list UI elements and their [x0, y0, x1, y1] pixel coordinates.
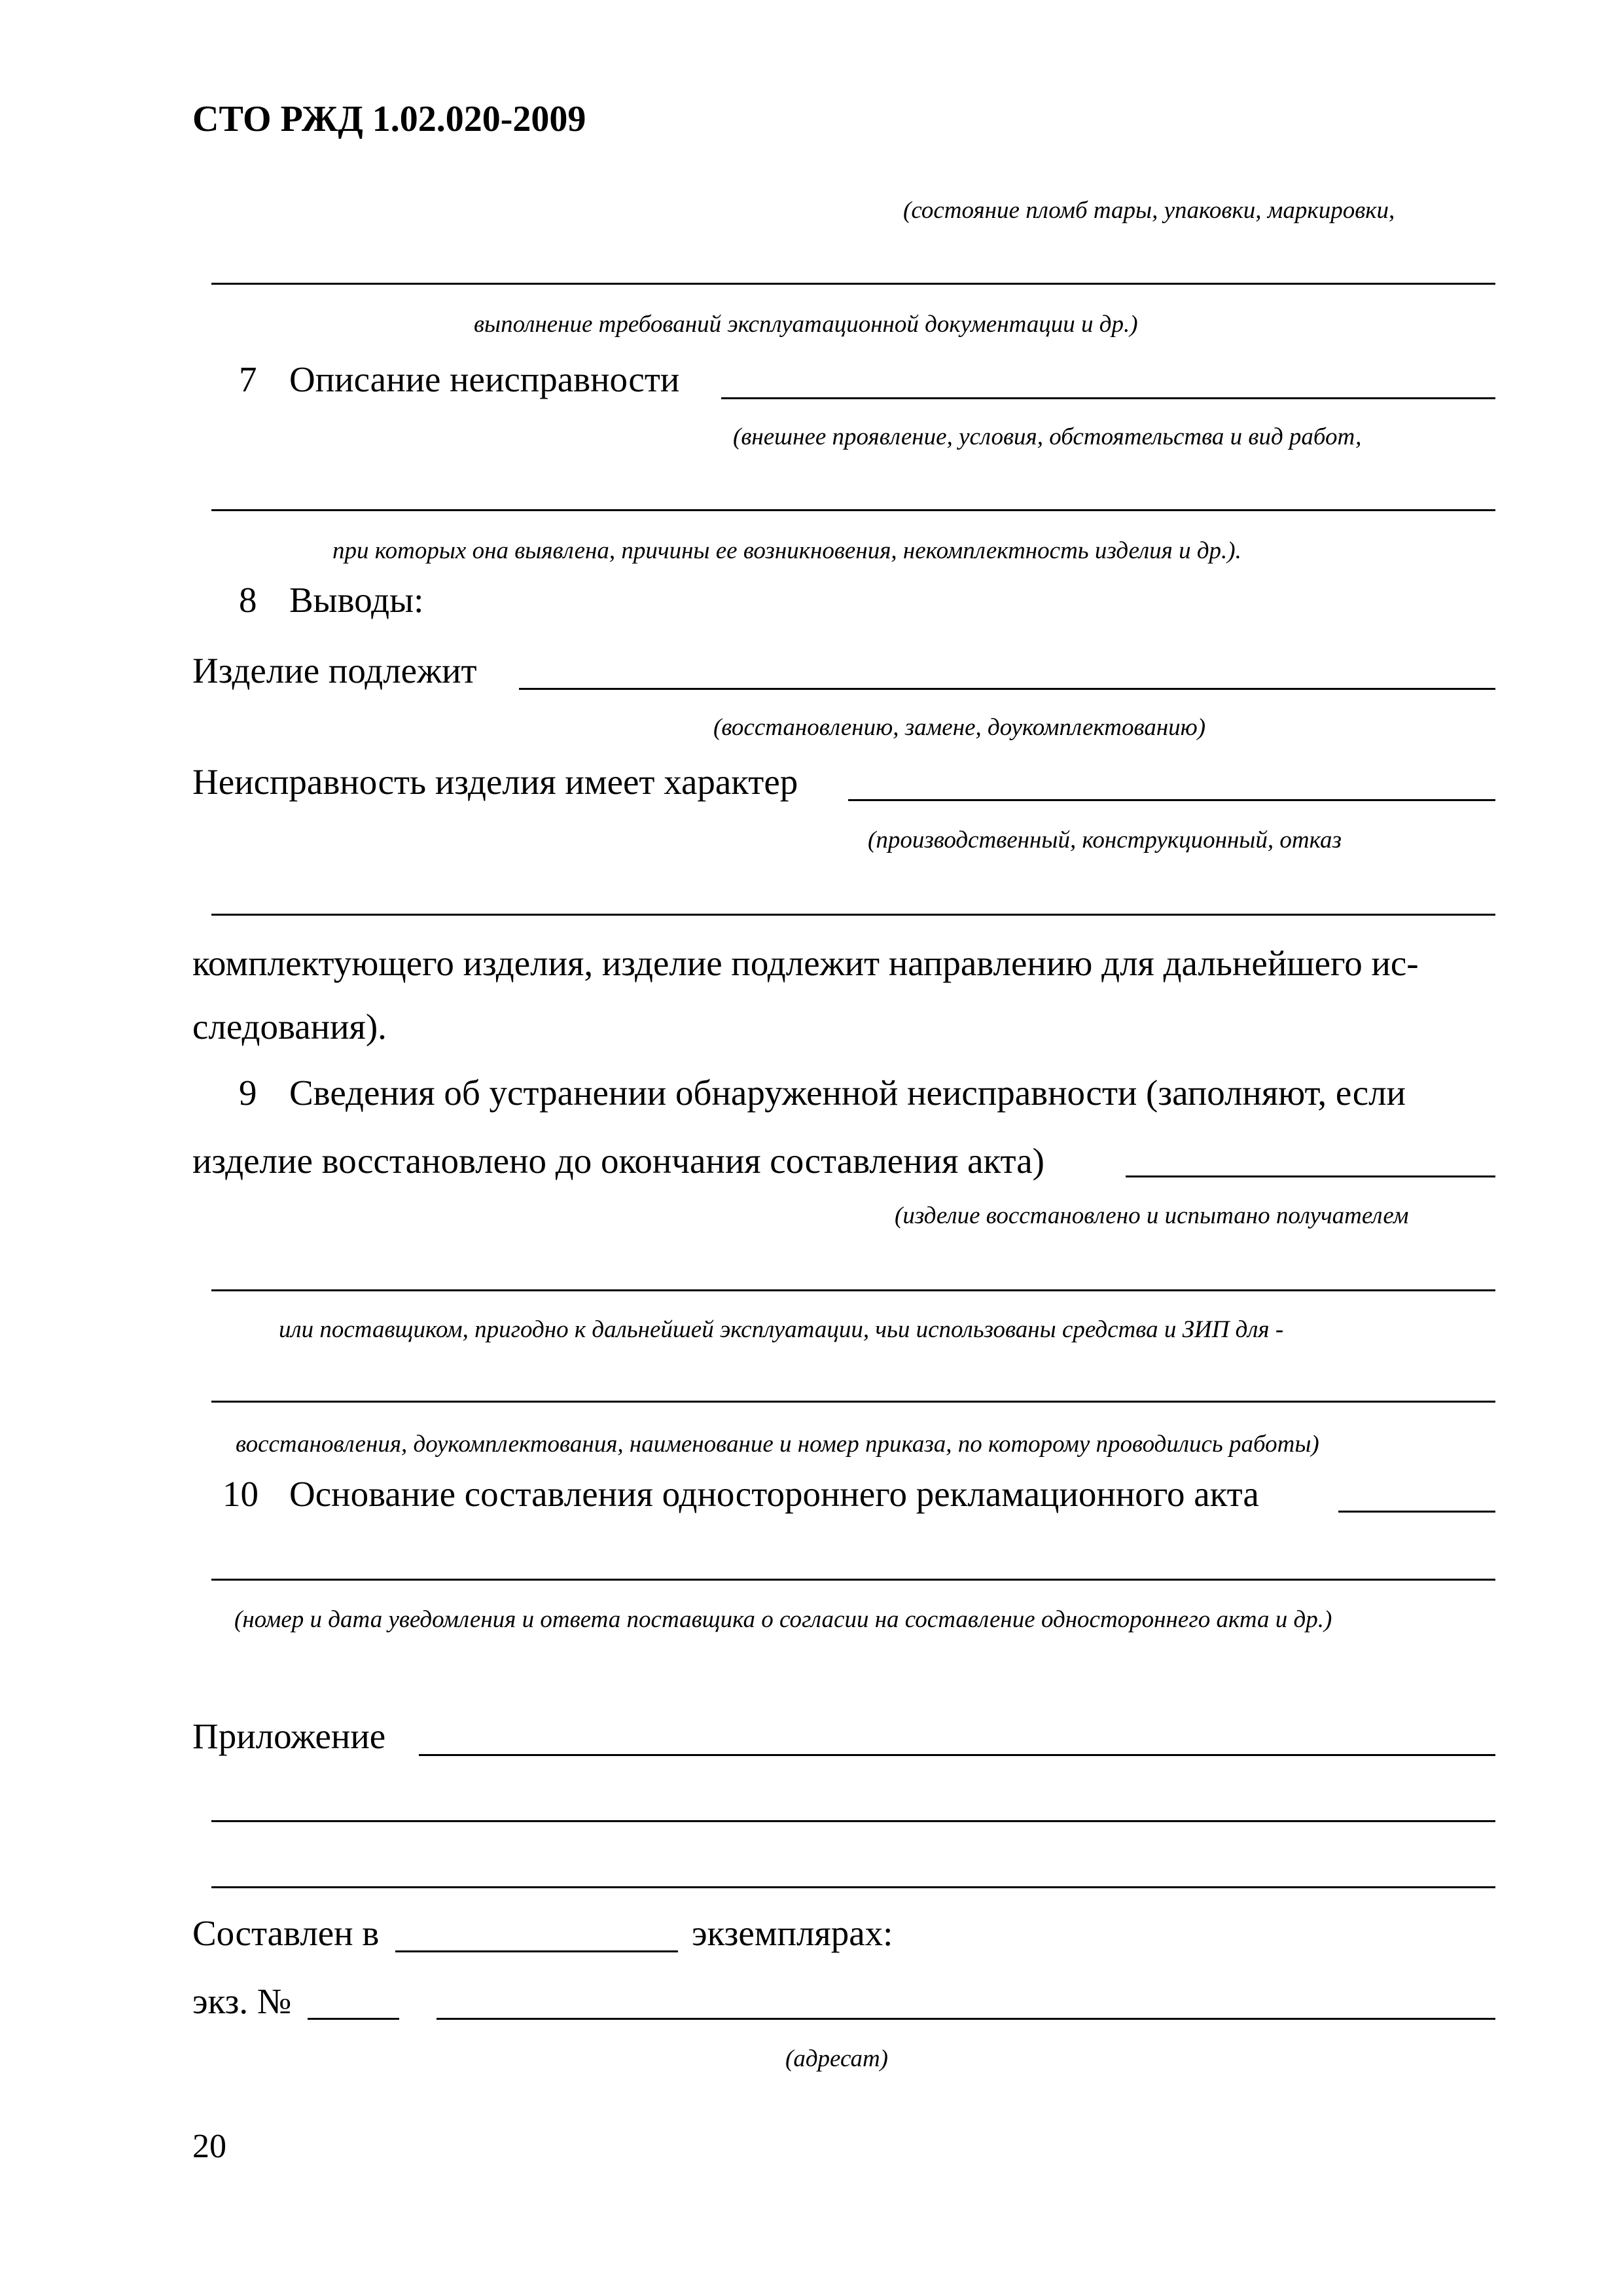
fill-line-nature-cont[interactable] [211, 914, 1495, 916]
hint-seals-cont: выполнение требований эксплуатационной документации и др.) [474, 311, 1138, 338]
fill-line-restore-3[interactable] [211, 1401, 1495, 1403]
hint-basis: (номер и дата уведомления и ответа поставщика о согласии на составление одностороннего акта и др.) [234, 1606, 1332, 1633]
hint-restore2: или поставщиком, пригодно к дальнейшей эксплуатации, чьи использованы средства и ЗИП для - [279, 1316, 1284, 1343]
nature-cont-line1: комплектующего изделия, изделие подлежит направлению для дальнейшего ис- [192, 943, 1419, 983]
subject-label: Изделие подлежит [192, 651, 477, 691]
copy-no-label: экз. № [192, 1981, 292, 2021]
fill-line-appendix-2[interactable] [211, 1820, 1495, 1822]
fill-line-copies[interactable] [395, 1950, 678, 1952]
page-number: 20 [192, 2128, 226, 2165]
item10-label: Основание составления одностороннего рекламационного акта [289, 1474, 1259, 1514]
fill-line-seals[interactable] [211, 283, 1495, 285]
nature-label: Неисправность изделия имеет характер [192, 762, 798, 802]
item9-line1: Сведения об устранении обнаруженной неисправности (заполняют, если [289, 1073, 1406, 1113]
item8-label: Выводы: [289, 580, 424, 620]
item9-number: 9 [239, 1073, 257, 1113]
fill-line-fault[interactable] [721, 397, 1495, 399]
hint-fault: (внешнее проявление, условия, обстоятельства и вид работ, [733, 423, 1362, 450]
fill-line-fault-cont[interactable] [211, 509, 1495, 511]
document-header: СТО РЖД 1.02.020-2009 [192, 99, 586, 139]
fill-line-basis-cont[interactable] [211, 1579, 1495, 1581]
item7-label: Описание неисправности [289, 359, 680, 399]
item7-number: 7 [239, 359, 257, 399]
fill-line-subject[interactable] [519, 688, 1495, 690]
fill-line-restore[interactable] [1126, 1175, 1495, 1177]
fill-line-appendix-1[interactable] [419, 1754, 1495, 1756]
copies-label-before: Составлен в [192, 1913, 380, 1953]
appendix-label: Приложение [192, 1716, 386, 1756]
fill-line-restore-2[interactable] [211, 1289, 1495, 1291]
hint-restore1: (изделие восстановлено и испытано получателем [895, 1202, 1409, 1229]
fill-line-nature[interactable] [848, 799, 1495, 801]
nature-cont-line2: следования). [192, 1007, 387, 1047]
hint-fault-cont: при которых она выявлена, причины ее возникновения, некомплектность изделия и др.). [332, 537, 1241, 564]
copies-label-after: экземплярах: [692, 1913, 893, 1953]
hint-restore3: восстановления, доукомплектования, наименование и номер приказа, по которому проводились работы) [236, 1431, 1319, 1458]
item10-number: 10 [223, 1474, 259, 1514]
fill-line-copy-no[interactable] [308, 2018, 399, 2020]
fill-line-appendix-3[interactable] [211, 1886, 1495, 1888]
fill-line-addressee[interactable] [437, 2018, 1495, 2020]
hint-seals: (состояние пломб тары, упаковки, маркировки, [903, 197, 1395, 224]
item9-line2: изделие восстановлено до окончания составления акта) [192, 1141, 1044, 1181]
hint-addressee: (адресат) [785, 2045, 888, 2072]
hint-nature: (производственный, конструкционный, отказ [868, 827, 1342, 853]
hint-subject: (восстановлению, замене, доукомплектованию) [713, 714, 1206, 741]
item8-number: 8 [239, 580, 257, 620]
fill-line-basis[interactable] [1338, 1511, 1495, 1513]
